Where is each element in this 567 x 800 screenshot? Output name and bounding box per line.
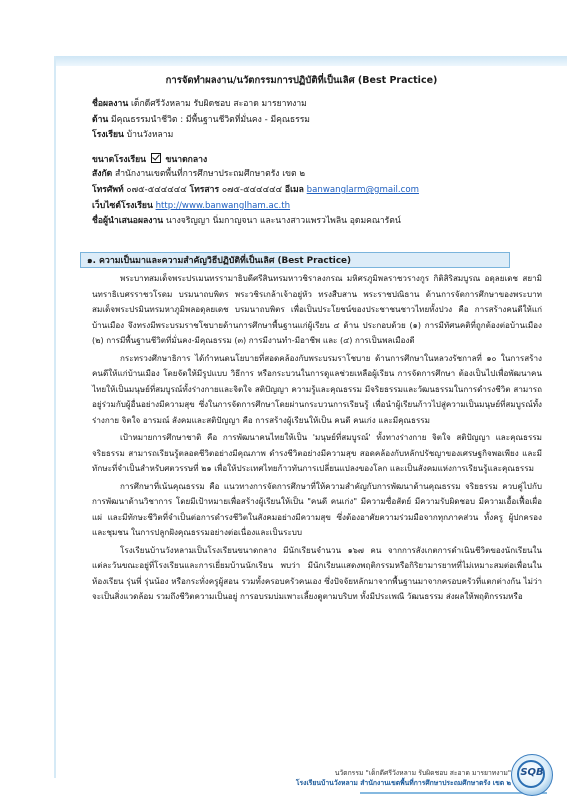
affiliation-value: สำนักงานเขตพื้นที่การศึกษาประถมศึกษาตรัง เขต ๒ [114,169,306,180]
size-value: ขนาดกลาง [165,154,208,165]
section-1-body [92,271,542,605]
phone-label: โทรศัพท์ [92,184,124,195]
area-label: ด้าน [92,114,109,125]
email-link[interactable]: banwanglarm@gmail.com [306,184,419,195]
fax-label: โทรสาร [189,184,220,195]
paragraph: การศึกษาที่เน้นคุณธรรม คือ แนวทางการจัดการศึกษาที่ให้ความสำคัญกับการพัฒนาด้านคุณธรรม จริยธรรม ควบคู่ไปกับการพัฒนาด้านวิชาการ โดยมีเป้าหมายเพื่อสร้างผู้เรียนให้เป็น "คนดี คนเก่ง" มีความซื่อสัตย์ มีความรับผิดชอบ มีความเอื้อเฟื้อเผื่อแผ่ และมีทักษะชีวิตที่จำเป็นต่อการดำรงชีวิตในสังคมอย่างมีความสุข ซึ่งต้องอาศัยความร่วมมือจากทุกภาคส่วน ทั้งครู ผู้ปกครอง และชุมชน ในการปลูกฝังคุณธรรมอย่างต่อเนื่องและเป็นระบบ [92,480,542,537]
affiliation-label: สังกัด [92,169,113,180]
website-row [92,199,542,215]
paragraph: เป้าหมายการศึกษาชาติ คือ การพัฒนาคนไทยให้เป็น 'มนุษย์ที่สมบูรณ์' ทั้งทางร่างกาย จิตใจ สติปัญญา และคุณธรรม จริยธรรม สามารถเรียนรู้ตลอดชีวิตอย่างมีคุณภาพ ดำรงชีวิตอย่างมีความสุข สอดคล้องกับหลักปรัชญาของเศรษฐกิจพอเพียง และมีทักษะที่จำเป็นสำหรับศตวรรษที่ ๒๑ เพื่อให้ประเทศไทยก้าวทันการเปลี่ยนแปลงของโลก และเป็นสังคมแห่งการเรียนรู้และคุณธรรม [92,432,542,473]
school-value: บ้านวังหลาม [126,130,174,141]
affiliation-row [92,167,542,183]
website-label: เว็บไซต์โรงเรียน [92,200,153,211]
contact-row [92,183,542,199]
footer-school-line: โรงเรียนบ้านวังหลาม สำนักงานเขตพื้นที่การศึกษาประถมศึกษาตรัง เขต ๒ [295,779,511,787]
size-row [92,152,542,168]
presenter-value: นางจริญญา นิ่มกาญจนา และนางสาวแพรวไพลิน อุดมคณารัตน์ [165,216,401,227]
area-row [92,113,542,129]
work-name-value: เด็กดีศรีวังหลาม รับผิดชอบ สะอาด มารยาทงาม [130,99,307,109]
footer-rule [360,792,547,794]
page-top-band [54,56,567,66]
logo-letters: SQB [520,767,544,778]
school-row [92,128,542,144]
page-footer [296,768,511,788]
checked-box-icon [151,153,161,163]
size-label: ขนาดโรงเรียน [92,154,147,165]
fax-value: ๐๗๕-๕๔๔๔๔๔ [221,184,283,195]
phone-value: ๐๗๕-๕๔๔๔๔๔ [126,184,187,195]
email-label: อีเมล [284,184,304,195]
paragraph: กระทรวงศึกษาธิการ ได้กำหนดนโยบายที่สอดคล้องกับพระบรมราโชบาย ด้านการศึกษาในหลวงรัชกาลที่ ๑๐ ในการสร้างคนดีให้แก่บ้านเมือง โดยจัดให้มีรูปแบบ วิธีการ หรือกระบวนในการดูแลช่วยเหลือผู้เรียน การจัดการศึกษา ต้องเป็นไปเพื่อพัฒนาคนไทยให้เป็นมนุษย์ที่สมบูรณ์ทั้งร่างกายและจิตใจ สติปัญญา ความรู้และคุณธรรม มีจริยธรรมและวัฒนธรรมในการดำรงชีวิต สามารถอยู่ร่วมกับผู้อื่นอย่างมีความสุข ซึ่งในการจัดการศึกษาโดยผ่านกระบวนการเรียนรู้ เพื่อนำผู้เรียนก้าวไปสู่ความเป็นมนุษย์ที่สมบูรณ์ทั้งร่างกาย จิตใจ อารมณ์ สังคมและสติปัญญา คือ การสร้างผู้เรียนให้เป็น คนดี คนเก่ง และมีคุณธรรม [92,352,542,425]
area-value: มีคุณธรรมนำชีวิต : มีพื้นฐานชีวิตที่มั่นคง - มีคุณธรรม [111,114,310,125]
presenter-label: ชื่อผู้นำเสนอผลงาน [92,216,164,227]
work-name-label: ชื่อผลงาน [92,99,129,109]
work-name-row [92,97,542,113]
school-quality-logo-icon [511,754,553,796]
paragraph: โรงเรียนบ้านวังหลามเป็นโรงเรียนขนาดกลาง มีนักเรียนจำนวน ๑๖๗ คน จากการสังเกตการดำเนินชีวิตของนักเรียนในแต่ละวันขณะอยู่ที่โรงเรียนและการเยี่ยมบ้านนักเรียน พบว่า มีนักเรียนแสดงพฤติกรรมหรือกิริยามารยาทที่ไม่เหมาะสมต่อเพื่อนในห้องเรียน รุ่นพี่ รุ่นน้อง หรือกระทั่งครูผู้สอน รวมทั้งครอบครัวคนเอง ซึ่งปัจจัยหลักมาจากพื้นฐานมาจากครอบครัวที่แตกต่างกัน ไม่ว่าจะเป็นสิ่งแวดล้อม รวมถึงชีวิตความเป็นอยู่ การอบรมบ่มเพาะเลี้ยงดูตามบริบท ทั้งมีประเพณี วัฒนธรรม ส่งผลให้พฤติกรรมหรือ [92,544,542,601]
page-left-rule [54,56,56,778]
presenter-row [92,214,542,230]
school-label: โรงเรียน [92,130,124,141]
page-title: การจัดทำผลงาน/นวัตกรรมการปฏิบัติที่เป็นเลิศ (Best Practice) [165,75,438,86]
section-1-heading: ๑. ความเป็นมาและความสำคัญวิธีปฏิบัติที่เป็นเลิศ (Best Practice) [80,252,510,268]
website-link[interactable]: http://www.banwanglham.ac.th [155,200,291,211]
footer-innovation-line: นวัตกรรม "เด็กดีศรีวังหลาม รับผิดชอบ สะอาด มารยาทงาม" [334,769,511,777]
project-info-block [92,97,542,230]
info-spacer [92,144,542,152]
paragraph: พระบาทสมเด็จพระปรเมนทรรามาธิบดีศรีสินทรมหาวชิราลงกรณ มหิศรภูมิพลราชวรางกูร กิติสิริสมบูรณ อดุลยเดช สยามินทราธิเบศรราชวโรดม บรมนาถบพิตร พระวชิรเกล้าเจ้าอยู่หัว ทรงสืบสาน พระราชปณิธาน ด้านการจัดการศึกษาของพระบาทสมเด็จพระปรมินทรมหาภูมิพลอดุลยเดช บรมนาถบพิตร เพื่อเป็นประโยชน์ของประชาชนชาวไทยทั้งปวง คือ การสร้างคนดีให้แก่บ้านเมือง จึงทรงมีพระบรมราชโชบายด้านการศึกษาพื้นฐานแก่ผู้เรียน ๔ ด้าน ประกอบด้วย (๑) การมีทัศนคติที่ถูกต้องต่อบ้านเมือง (๒) การมีพื้นฐานชีวิตที่มั่นคง-มีคุณธรรม (๓) การมีงานทำ-มีอาชีพ และ (๔) การเป็นพลเมืองดี [92,273,542,345]
